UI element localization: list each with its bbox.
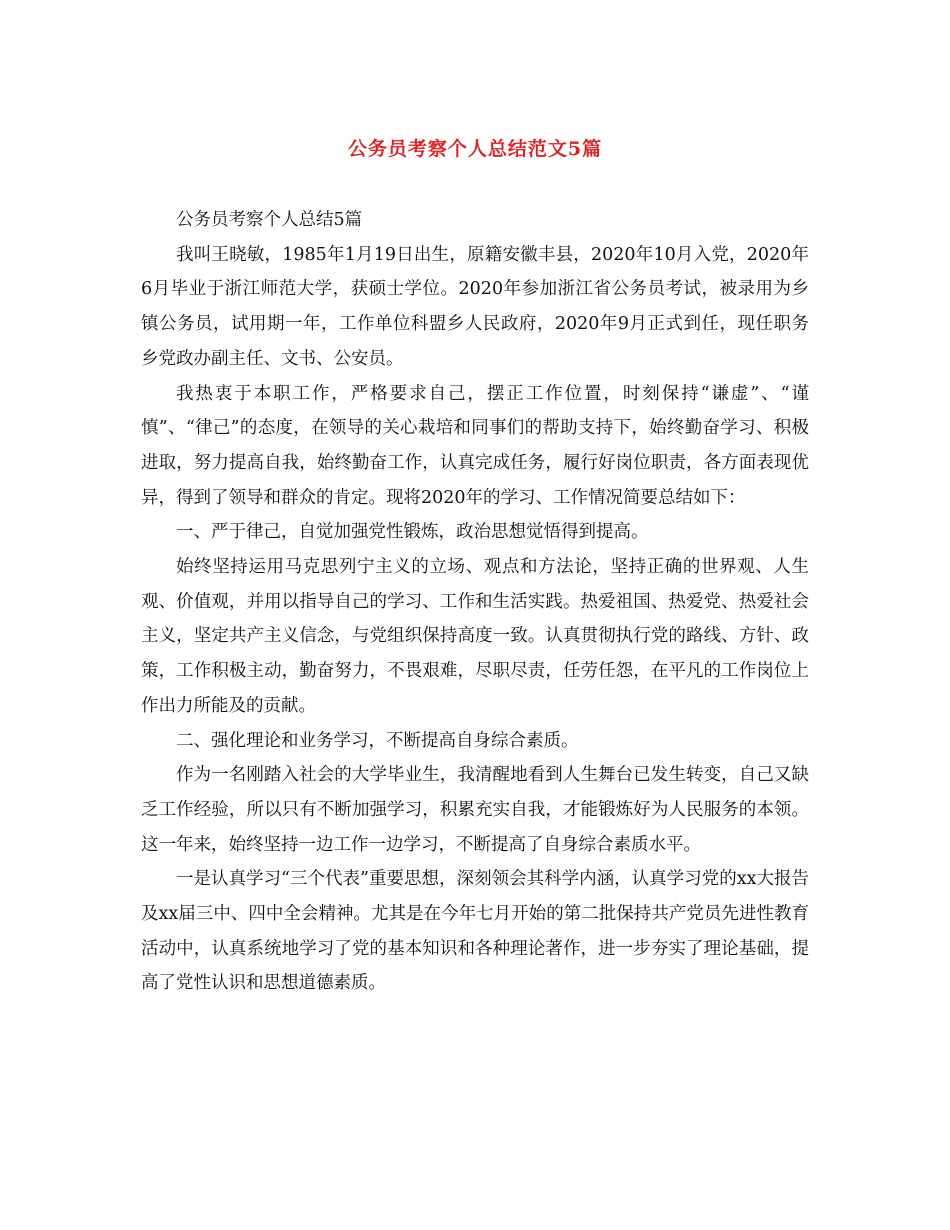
paragraph-intro: 我叫王晓敏，1985年1月19日出生，原籍安徽丰县，2020年10月入党，2020年6月毕业于浙江师范大学，获硕士学位。2020年参加浙江省公务员考试，被录用为乡镇公务员，试用期一年，工作单位科盟乡人民政府，2020年9月正式到任，现任职务乡党政办副主任、文书、公安员。 [141,244,809,369]
paragraph-section-1: 始终坚持运用马克思列宁主义的立场、观点和方法论，坚持正确的世界观、人生观、价值观，并用以指导自己的学习、工作和生活实践。热爱祖国、热爱党、热爱社会主义，坚定共产主义信念，与党组织保持高度一致。认真贯彻执行党的路线、方针、政策，工作积极主动，勤奋努力，不畏艰难，尽职尽责，任劳任怨，在平凡的工作岗位上作出力所能及的贡献。 [141,557,809,716]
section-heading-2: 二、强化理论和业务学习，不断提高自身综合素质。 [176,730,579,751]
document-title: 公务员考察个人总结范文5篇 [347,138,603,160]
document-body [141,203,809,1001]
paragraph-attitude: 我热衷于本职工作，严格要求自己，摆正工作位置，时刻保持“谦虚”、“谨慎”、“律己”的态度，在领导的关心栽培和同事们的帮助支持下，始终勤奋学习、积极进取，努力提高自我，始终勤奋工作，认真完成任务，履行好岗位职责，各方面表现优异，得到了领导和群众的肯定。现将2020年的学习、工作情况简要总结如下： [141,383,809,508]
paragraph-study-point-1: 一是认真学习“三个代表”重要思想，深刻领会其科学内涵，认真学习党的xx大报告及xx届三中、四中全会精神。尤其是在今年七月开始的第二批保持共产党员先进性教育活动中，认真系统地学习了党的基本知识和各种理论著作，进一步夯实了理论基础，提高了党性认识和思想道德素质。 [141,869,809,994]
section-heading-1: 一、严于律己，自觉加强党性锻炼，政治思想觉悟得到提高。 [176,522,649,543]
paragraph-subtitle: 公务员考察个人总结5篇 [176,210,363,230]
paragraph-section-2: 作为一名刚踏入社会的大学毕业生，我清醒地看到人生舞台已发生转变，自己又缺乏工作经验，所以只有不断加强学习，积累充实自我，才能锻炼好为人民服务的本领。这一年来，始终坚持一边工作一边学习，不断提高了自身综合素质水平。 [141,765,809,855]
